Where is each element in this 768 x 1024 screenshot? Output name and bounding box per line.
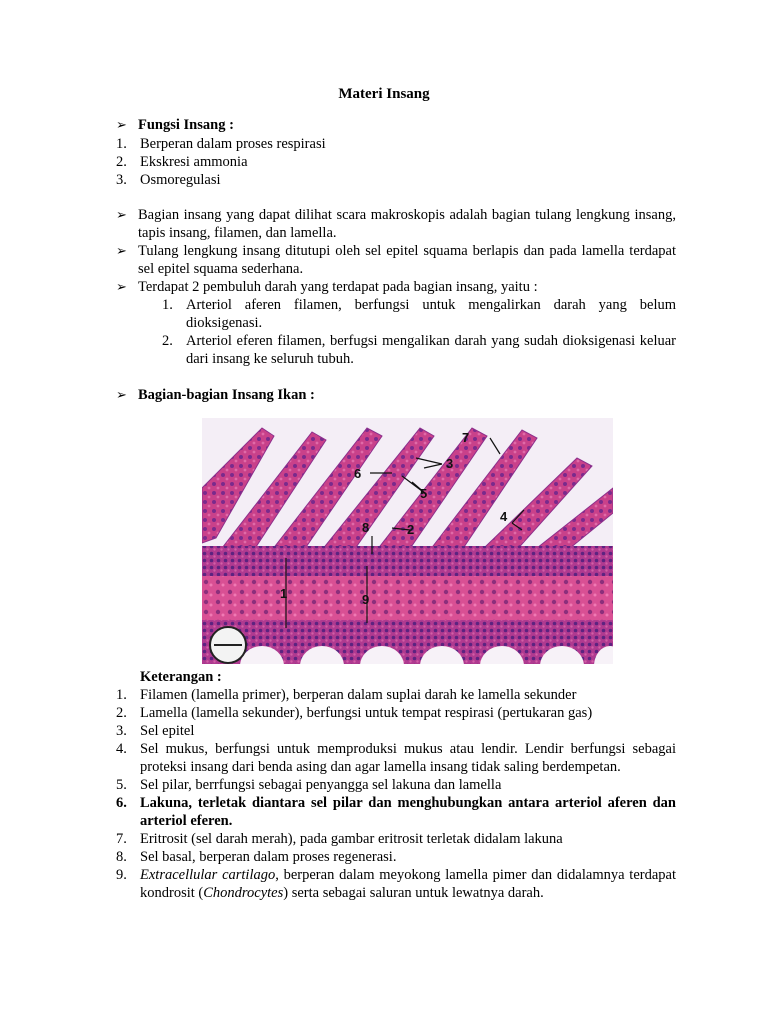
list-item: 4. Sel mukus, berfungsi untuk memproduksi mukus atau lendir. Lendir berfungsi sebagai proteksi insang dari benda asing dan agar lamella insang tidak saling berdempetan. — [116, 741, 676, 775]
keterangan-section — [116, 668, 676, 902]
bullet-item: ➢ Tulang lengkung insang ditutupi oleh sel epitel squama berlapis dan pada lamella terdapat sel epitel squama sederhana. — [116, 243, 676, 277]
list-item: 5. Sel pilar, berrfungsi sebagai penyangga sel lakuna dan lamella — [116, 777, 502, 793]
bagian-heading: Bagian-bagian Insang Ikan : — [138, 387, 315, 403]
bagian-section — [116, 386, 676, 404]
pembuluh-list — [162, 296, 676, 368]
figure-label-2: 2 — [407, 522, 415, 537]
gill-micrograph-figure — [202, 418, 613, 664]
list-item: 2. Ekskresi ammonia — [116, 154, 248, 170]
figure-label-3: 3 — [446, 456, 454, 471]
list-item: 8. Sel basal, berperan dalam proses regenerasi. — [116, 849, 397, 865]
bullet-item: ➢ Bagian insang yang dapat dilihat scara makroskopis adalah bagian tulang lengkung insang, tapis insang, filamen, dan lamella. — [116, 207, 676, 241]
list-item: 1. Berperan dalam proses respirasi — [116, 136, 326, 152]
fungsi-section — [116, 116, 676, 189]
list-item: 6. Lakuna, terletak diantara sel pilar dan menghubungkan antara arteriol aferen dan arteriol eferen. — [116, 795, 676, 829]
list-item: 3. Osmoregulasi — [116, 172, 221, 188]
list-item: 2. Arteriol eferen filamen, berfugsi mengalikan darah yang sudah dioksigenasi keluar dari insang ke seluruh tubuh. — [162, 333, 676, 367]
figure-label-1: 1 — [280, 586, 288, 601]
figure-label-6: 6 — [354, 466, 362, 481]
bullet-item: ➢ Terdapat 2 pembuluh darah yang terdapat pada bagian insang, yaitu : — [116, 279, 538, 295]
page-title: Materi Insang — [338, 86, 430, 102]
arrow-bullet-icon: ➢ — [116, 387, 127, 402]
bullet-section — [116, 206, 676, 368]
list-item: 3. Sel epitel — [116, 723, 195, 739]
list-item: 9. Extracellular cartilago, berperan dalam meyokong lamella pimer dan didalamnya terdapat kondrosit (Chondrocytes) serta sebagai saluran untuk lewatnya darah. — [116, 867, 676, 901]
figure-label-9: 9 — [362, 592, 370, 607]
figure-label-4: 4 — [500, 509, 508, 524]
keterangan-heading: Keterangan : — [140, 669, 222, 685]
arrow-bullet-icon: ➢ — [116, 279, 127, 294]
list-item: 2. Lamella (lamella sekunder), berfungsi untuk tempat respirasi (pertukaran gas) — [116, 705, 593, 721]
fungsi-heading-row — [116, 116, 676, 134]
list-item: 1. Filamen (lamella primer), berperan dalam suplai darah ke lamella sekunder — [116, 687, 577, 703]
fungsi-heading: Fungsi Insang : — [138, 117, 234, 133]
arrow-bullet-icon: ➢ — [116, 117, 127, 132]
list-item: 7. Eritrosit (sel darah merah), pada gambar eritrosit terletak didalam lakuna — [116, 831, 563, 847]
gill-micrograph-image — [202, 418, 613, 664]
list-item: 1. Arteriol aferen filamen, berfungsi untuk mengalirkan darah yang belum dioksigenasi. — [162, 297, 676, 331]
figure-label-8: 8 — [362, 520, 370, 535]
figure-label-7: 7 — [462, 430, 470, 445]
arrow-bullet-icon: ➢ — [116, 207, 127, 222]
figure-label-5: 5 — [420, 486, 428, 501]
arrow-bullet-icon: ➢ — [116, 243, 127, 258]
